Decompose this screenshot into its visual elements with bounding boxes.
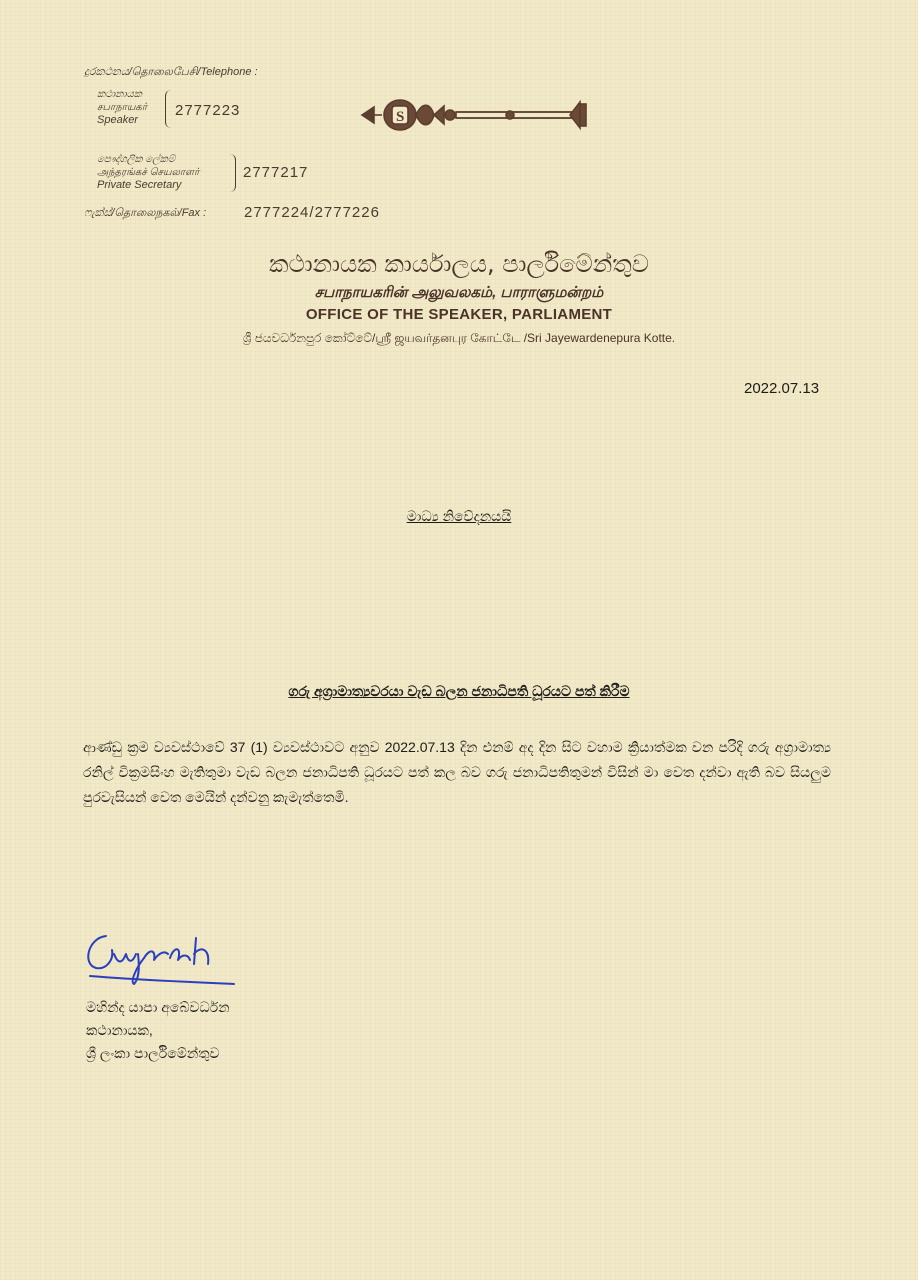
speaker-phone-block <box>97 88 147 127</box>
signatory-title: කථානායක, <box>86 1022 153 1038</box>
media-release-heading: මාධ්‍ය නිවේදනයයි <box>406 508 512 524</box>
office-address: ශ්‍රී ජයවර්ධනපුර කෝට්ටේ/ஸ்ரீ ஜயவர்தனபுர கோட்டே /Sri Jayewardenepura Kotte. <box>242 331 676 345</box>
telephone-label: දුරකථනය/தொலைபேசி/Telephone : <box>84 66 258 78</box>
speaker-phone-number: 2777223 <box>175 102 241 119</box>
office-name-en: OFFICE OF THE SPEAKER, PARLIAMENT <box>305 306 613 323</box>
speaker-label-ta: சபாநாயகர் <box>97 102 148 113</box>
mace-emblem-icon <box>360 92 590 138</box>
ps-label-si: පෞද්ගලික ලේකම් <box>97 154 176 165</box>
office-name-si: කථානායක කාර්යාලය, පාර්ලිමේන්තුව <box>268 250 650 278</box>
signatory-block <box>86 996 230 1065</box>
handwritten-signature <box>78 924 248 994</box>
ps-phone-block <box>97 153 199 192</box>
fax-label: ෆැක්ස්/தொலைநகல்/Fax : <box>84 207 207 219</box>
svg-text:S: S <box>396 109 405 125</box>
signatory-institution: ශ්‍රී ලංකා පාර්ලිමේන්තුව <box>86 1045 220 1061</box>
speaker-brace <box>165 90 172 128</box>
fax-numbers: 2777224/2777226 <box>244 204 380 221</box>
ps-label-en: Private Secretary <box>97 179 182 191</box>
office-name-ta: சபாநாயகரின் அலுவலகம், பாராளுமன்றம் <box>314 284 604 301</box>
document-date: 2022.07.13 <box>744 380 820 397</box>
signatory-name: මහින්ද යාපා අබේවර්ධන <box>86 999 230 1015</box>
ps-phone-number: 2777217 <box>243 164 309 181</box>
speaker-label-en: Speaker <box>97 114 138 126</box>
ps-label-ta: அந்தரங்கச் செயலாளர் <box>97 167 200 178</box>
speaker-label-si: කථානායක <box>97 89 142 100</box>
ps-brace <box>229 154 236 192</box>
subject-line: ගරු අග්‍රාමාත්‍යවරයා වැඩ බලන ජනාධිපති ධූරයට පත් කිරීම <box>288 683 630 699</box>
body-paragraph: ආණ්ඩු ක්‍රම ව්‍යවස්ථාවේ 37 (1) ව්‍යවස්ථාවට අනුව 2022.07.13 දින එනම් අද දින සිට වහාම ක්‍රියාත්මක වන පරිදි ගරු අග්‍රාමාත්‍ය රනිල් වික්‍රමසිංහ මැතිතුමා වැඩ බලන ජනාධිපති ධූරයට පත් කල බව ගරු ජනාධිපතිතුමන් විසින් මා වෙත දන්වා ඇති බව සියලුම පුරවැසියන් වෙත මෙයින් දන්වනු කැමැත්තෙමි. <box>83 739 831 805</box>
